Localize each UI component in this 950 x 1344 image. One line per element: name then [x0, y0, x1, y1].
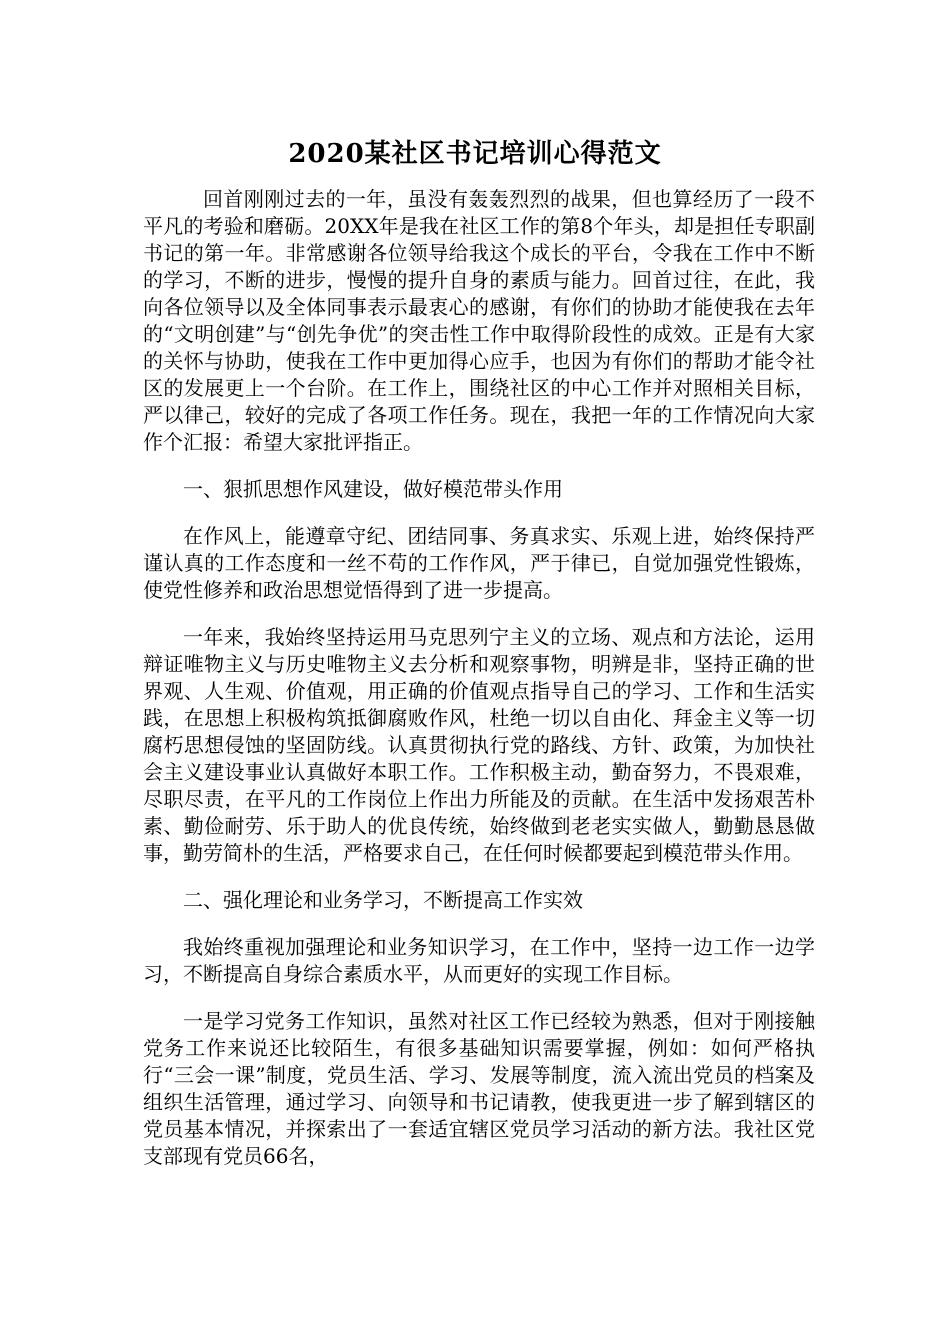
paragraph-party-affairs: 一是学习党务工作知识，虽然对社区工作已经较为熟悉，但对于刚接触党务工作来说还比较陌生，有很多基础知识需要掌握，例如：如何严格执行“三会一课”制度，党员生活、学习、发展等制度，流入流出党员的档案及组织生活管理，通过学习、向领导和书记请教，使我更进一步了解到辖区的党员基本情况，并探索出了一套适宜辖区党员学习活动的新方法。我社区党支部现有党员66名，: [143, 1009, 815, 1168]
paragraph-intro: 回首刚刚过去的一年，虽没有轰轰烈烈的战果，但也算经历了一段不平凡的考验和磨砺。20XX年是我在社区工作的第8个年头，却是担任专职副书记的第一年。非常感谢各位领导给我这个成长的平台，令我在工作中不断的学习，不断的进步，慢慢的提升自身的素质与能力。回首过往，在此，我向各位领导以及全体同事表示最衷心的感谢，有你们的协助才能使我在去年的“文明创建”与“创先争优”的突击性工作中取得阶段性的成效。正是有大家的关怀与协助，使我在工作中更加得心应手，也因为有你们的帮助才能令社区的发展更上一个台阶。在工作上，围绕社区的中心工作并对照相关目标，严以律己，较好的完成了各项工作任务。现在，我把一年的工作情况向大家作个汇报：希望大家批评指正。: [143, 187, 815, 454]
document-body: [143, 186, 815, 1190]
paragraph-study: 我始终重视加强理论和业务知识学习，在工作中，坚持一边工作一边学习，不断提高自身综合素质水平，从而更好的实现工作目标。: [143, 935, 815, 986]
section-heading-1: 一、狠抓思想作风建设，做好模范带头作用: [183, 477, 563, 501]
section-heading-2: 二、强化理论和业务学习，不断提高工作实效: [183, 888, 583, 912]
paragraph-work-style: 在作风上，能遵章守纪、团结同事、务真求实、乐观上进，始终保持严谨认真的工作态度和一丝不苟的工作作风，严于律已，自觉加强党性锻炼，使党性修养和政治思想觉悟得到了进一步提高。: [143, 524, 815, 602]
document-title: 2020某社区书记培训心得范文: [288, 139, 662, 169]
paragraph-ideology: 一年来，我始终坚持运用马克思列宁主义的立场、观点和方法论，运用辩证唯物主义与历史唯物主义去分析和观察事物，明辨是非，坚持正确的世界观、人生观、价值观，用正确的价值观点指导自己的学习、工作和生活实践，在思想上积极构筑抵御腐败作风，杜绝一切以自由化、拜金主义等一切腐朽思想侵蚀的坚固防线。认真贯彻执行党的路线、方针、政策，为加快社会主义建设事业认真做好本职工作。工作积极主动，勤奋努力，不畏艰难，尽职尽责，在平凡的工作岗位上作出力所能及的贡献。在生活中发扬艰苦朴素、勤俭耐劳、乐于助人的优良传统，始终做到老老实实做人，勤勤恳恳做事，勤劳简朴的生活，严格要求自己，在任何时候都要起到模范带头作用。: [143, 625, 815, 865]
